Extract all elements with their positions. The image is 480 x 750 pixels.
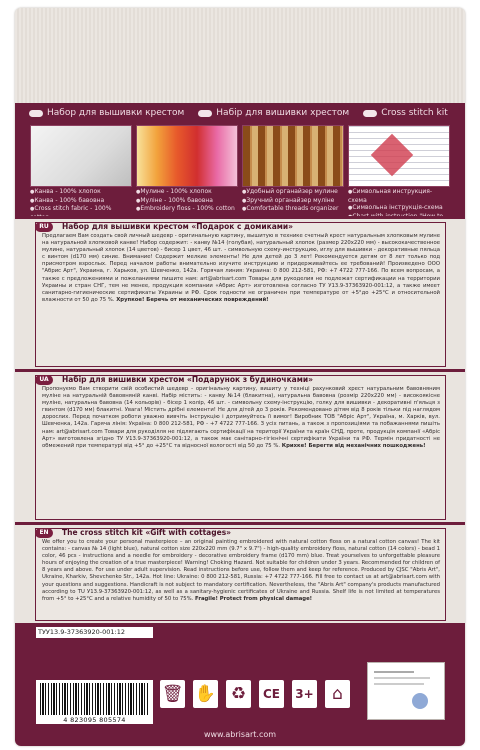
section-ru [35,222,446,367]
section-body [42,233,440,304]
compliance-icons [160,680,350,710]
language-badge: UA [35,375,53,385]
section-title: Набор для вышивки крестом «Подарок с домиками» [62,222,294,231]
trash-bin-icon: 🗑 [160,680,185,708]
bullet-item: ● Удобный органайзер мулине [242,188,344,197]
bullet-item: ● Зручний органайзер муліне [242,197,344,206]
divider-bar [15,369,465,372]
product-code: ТУУ13.9-37363920-001:12 [36,627,153,638]
label-text: Набор для вышивки крестом [47,108,185,118]
linen-texture [15,8,465,103]
recycle-icon: ♻ [226,680,251,708]
section-body [42,386,440,450]
label-text: Набір для вишивки хрестом [216,108,350,118]
barcode [36,680,153,724]
bullet-item: ● Comfortable threads organizer [242,205,344,214]
bullet-item: ● Канва - 100% хлопок [30,188,132,197]
certificate-image [367,662,445,720]
label-ru [15,105,184,121]
section-warning: Fragile! Protect from physical damage! [195,595,313,602]
section-warning: Хрупкое! Беречь от механических повреждений! [116,296,269,303]
label-ua [184,105,349,121]
section-text: Предлагаем Вам создать свой личный шедевр - оригинальную картину, вышитую в технике счетный крест натуральным хлопковым мулине на натуральной хлопковой канве! Набор содержит: - канву №14 (голубая), натуральный хлопок (размер 220х220 мм) - высококачественное мулине, натуральный хлопок (14 цветов) - бисер 1 цвет, 46 шт. - символьную схему-инструкцию, иглу для вышивки - декоративные пяльца с винтом (d170 мм) синие. Внимание! Содержит мелкие элементы! Не для детей до 3 лет! Рекомендуется детям от 8 лет только под присмотром взрослых. Перед началом работы внимательно изучите инструкцию и придерживайтесь ее требований! Произведено ООО "Абрис Арт", Украина, г. Харьков, ул. Шевченко, 142а. Горячая линия: Украина: 0 800 212-581, РФ: +7 4722 777-166. По всем вопросам, а также с предложениями и пожеланиями пишите нам: art@abrisart.com Товары для рукоделия не подлежат сертификации на территории Украины и стран СНГ, тем не менее, продукция компании «Абрис Арт» изготовлена согласно ТУ У13.9-37363920-001:12, а также имеет санитарно-гигиенические сертификаты Украины и РФ. Срок годности не ограничен при температуре от +5°до +25°C и относительной влажности от 50 до 75 %. [42,233,440,303]
barcode-number: 4 823095 805574 [63,716,126,724]
language-dot-icon [198,110,212,117]
label-text: Cross stitch kit [381,108,448,118]
section-en [35,528,446,621]
barcode-bars [40,683,149,715]
language-dot-icon [29,110,43,117]
website-url: www.abrisart.com [203,730,277,739]
bullet-item: ● Символьная инструкция-схема [348,188,450,204]
section-text: We offer you to create your personal masterpiece – an original painting embroidered with natural cotton floss on a natural cotton canvas! The kit contains: - canvas № 14 (light blue), natural cotton size 220x220 mm (9.7" x 9.7") - high-quality embroidery floss, natural cotton (14 colors) - bead 1 color, 46 pcs - instructions and a needle for embroidery - decorative embroidery frame (d170 mm) blue. Treat yourselves to unforgettable pleasure hours of enjoying the creation of a true masterpiece! Warning! Choking Hazard. Not suitable for children under 3 years. Recommended for children of 8 years and above. For use under adult supervision. Read instructions before use, follow them and keep for reference. Produced by CJSC "Abris Art", Ukraine, Kharkiv, Shevchenko Str., 142a. Hot line: Ukraine: 0 800 212-581, Russia: +7 4722 777-166. Fill free to contact us at art@abrisart.com with your questions and suggestions. Handicraft is not subject to mandatory certification. Nevertheless, the "Abris Art" company's products manufactured according to TU У13.9-37363920-001:12, as well as a sanitary-hygienic certificates of Ukraine and Russia. Shelf life is not limited at temperatures from +5° to +25°C and a relative humidity of 50 to 75%. [42,539,440,602]
chart-photo [348,125,450,187]
kit-title-labels [15,105,465,121]
organizer-photo [242,125,344,187]
label-en [349,105,465,121]
divider-bar [15,216,465,219]
hand-icon: ✋ [193,680,218,708]
language-badge: RU [35,222,53,232]
bullet-item: ● Канва - 100% бавовна [30,197,132,206]
section-ua [35,375,446,520]
ce-mark-icon: CE [259,680,284,708]
age-3-warning-icon: 3+ [292,680,317,708]
package-back [15,8,465,746]
bullet-item: ● Муліне - 100% бавовна [136,197,238,206]
cottage-icon: ⌂ [325,680,350,708]
language-badge: EN [35,528,53,538]
language-dot-icon [363,110,377,117]
canvas-photo [30,125,132,187]
bullet-item: ● Символьна інструкція-схема [348,204,450,213]
section-warning: Крихке! Берегти від механічних пошкоджень! [281,442,426,449]
bullet-item: ● Embroidery floss - 100% cotton [136,205,238,214]
bullet-item: ● Мулине - 100% хлопок [136,188,238,197]
kit-photos [30,125,450,185]
floss-photo [136,125,238,187]
bullet-item: ● Cross stitch fabric - 100% [30,205,132,221]
section-title: The cross stitch kit «Gift with cottages» [62,528,232,537]
section-title: Набір для вишивки хрестом «Подарунок з будиночками» [62,375,313,384]
divider-bar [15,522,465,525]
section-body [42,539,440,603]
section-text: Пропонуємо Вам створити свій особистий шедевр - оригінальну картину, вишиту у техніці рахунковий хрест натуральним бавовняним муліне на натуральній бавовняній канві. Набір містить: - канву №14 (блакитна), натуральна бавовна (розмір 220х220 мм) - високоякісне муліне, натуральна бавовна (14 кольорів) - бісер 1 колір, 46 шт. - символьну схему-інструкцію, голку для вишивки - декоративні п'яльця з гвинтом (d170 мм) блакитні. Увага! Містить дрібні елементи! Не для дітей до 3 років. Рекомендовано дітям від 8 років тільки під наглядом дорослих. Перед початком роботи уважно вивчіть інструкцію і дотримуйтесь її вимог! Виробник ТОВ "Абріс Арт", Україна, м. Харків, вул. Шевченка, 142а. Гаряча лінія: Україна: 0 800 212-581, РФ - +7 4722 777-166. З усіх питань, а також з пропозиціями та побажаннями пишіть нам: art@abrisart.com Товари для рукоділля не підлягають сертифікації на території України та країн СНД, проте, продукція компанії «Абріс Арт» виготовлена згідно ТУ У13.9-37363920-001:12, а також має санітарно-гігієнічні сертифікати України та РФ. Термін придатності не обмежений при температурі від +5° до +25°С та відносної вологості від 50 до 75 %. [42,386,440,449]
